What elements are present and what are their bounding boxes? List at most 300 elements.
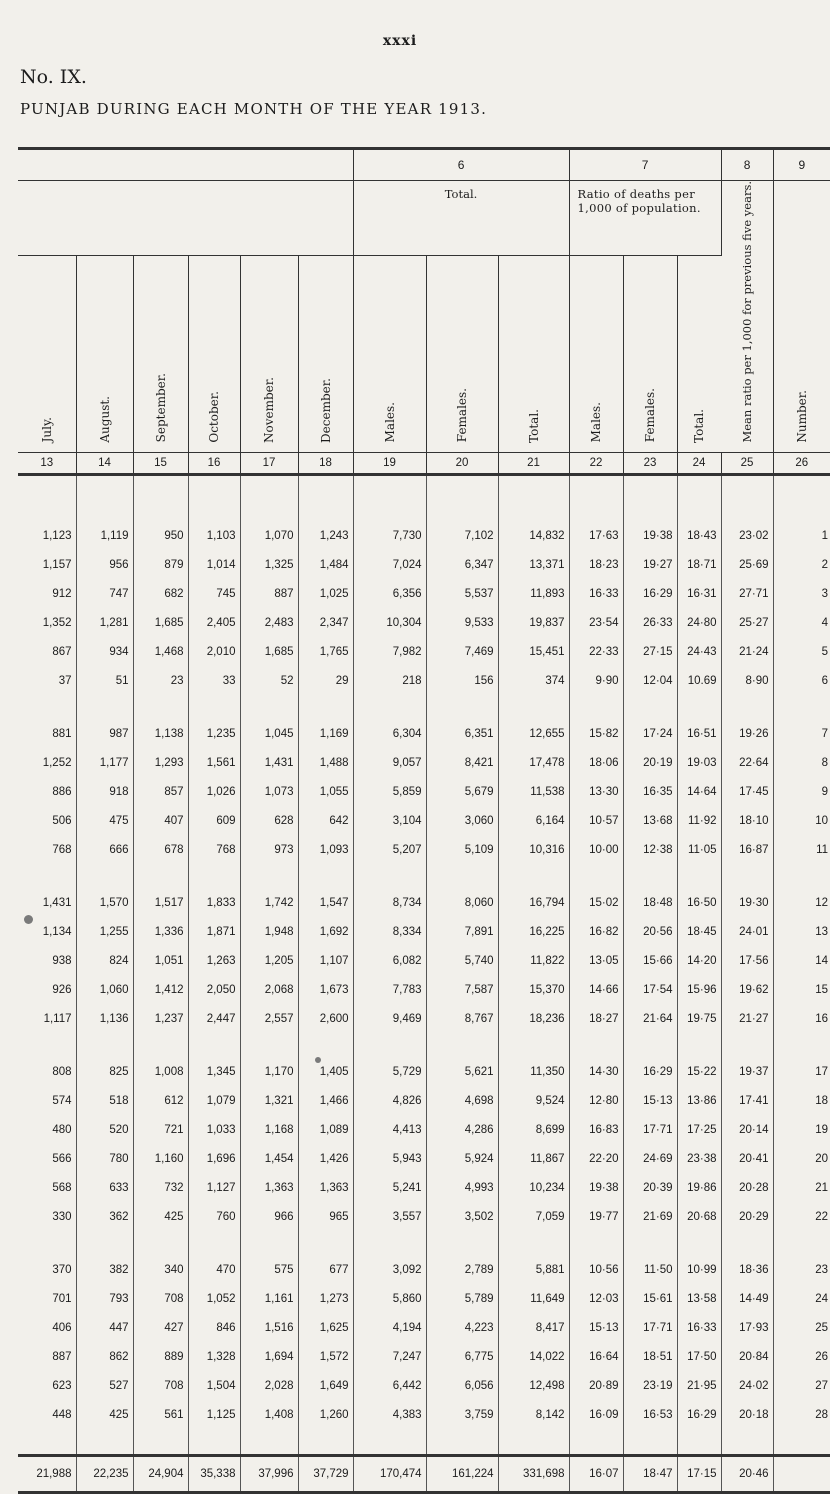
table-cell: 13·58 [677, 1285, 721, 1314]
table-cell: 23·38 [677, 1145, 721, 1174]
mortality-table [18, 147, 830, 1494]
column-header: Females. [426, 256, 498, 452]
table-cell: 10·00 [569, 836, 623, 865]
table-cell: 12·80 [569, 1087, 623, 1116]
table-cell: 11,538 [498, 778, 569, 807]
table-cell: 25·27 [721, 609, 773, 638]
row-number: 3 [821, 588, 829, 601]
group-spacer [18, 696, 830, 720]
table-cell: 938 [18, 947, 76, 976]
table-cell: 330 [18, 1203, 76, 1232]
table-cell: 1,079 [188, 1087, 240, 1116]
table-cell: 406 [18, 1314, 76, 1343]
table-cell: 5,860 [353, 1285, 426, 1314]
row-number: 8 [821, 757, 829, 770]
table-cell: 11·05 [677, 836, 721, 865]
table-cell: 18·36 [721, 1256, 773, 1285]
table-cell: 9,057 [353, 749, 426, 778]
table-cell: 11,867 [498, 1145, 569, 1174]
table-cell: 1,352 [18, 609, 76, 638]
table-row [18, 1005, 830, 1034]
table-cell: 10,304 [353, 609, 426, 638]
table-cell: 8,421 [426, 749, 498, 778]
table-cell: 14·64 [677, 778, 721, 807]
table-cell: 1,089 [298, 1116, 353, 1145]
table-cell: 11·92 [677, 807, 721, 836]
table-cell: 19·37 [721, 1058, 773, 1087]
row-number: 21 [815, 1182, 829, 1195]
table-cell: 23 [133, 667, 188, 696]
table-cell: 16·31 [677, 580, 721, 609]
table-cell: 1,570 [76, 889, 133, 918]
table-cell: 5,859 [353, 778, 426, 807]
table-row [18, 1203, 830, 1232]
column-header: Number. [773, 181, 830, 453]
table-cell: 760 [188, 1203, 240, 1232]
table-cell: 4,383 [353, 1401, 426, 1430]
table-cell: 19·03 [677, 749, 721, 778]
table-cell: 8·90 [721, 667, 773, 696]
table-cell: 1,281 [76, 609, 133, 638]
table-cell: 8,142 [498, 1401, 569, 1430]
table-cell: 1,673 [298, 976, 353, 1005]
table-cell: 1,363 [298, 1174, 353, 1203]
table-cell: 768 [18, 836, 76, 865]
table-cell: 6,347 [426, 551, 498, 580]
table-cell: 1,051 [133, 947, 188, 976]
row-number: 26 [815, 1351, 829, 1364]
table-cell: 12,655 [498, 720, 569, 749]
table-cell: 678 [133, 836, 188, 865]
table-cell: 7,891 [426, 918, 498, 947]
table-cell: 15·82 [569, 720, 623, 749]
table-cell: 887 [18, 1343, 76, 1372]
table-cell: 2,789 [426, 1256, 498, 1285]
table-cell: 1,293 [133, 749, 188, 778]
table-cell: 1,160 [133, 1145, 188, 1174]
table-cell: 9,524 [498, 1087, 569, 1116]
table-row [18, 580, 830, 609]
table-cell: 1,123 [18, 522, 76, 551]
table-row [18, 638, 830, 667]
table-cell: 3,104 [353, 807, 426, 836]
table-cell: 4,413 [353, 1116, 426, 1145]
table-cell: 6,442 [353, 1372, 426, 1401]
row-number: 25 [815, 1322, 829, 1335]
column-number: 14 [76, 452, 133, 474]
table-cell: 1,127 [188, 1174, 240, 1203]
table-cell: 1,136 [76, 1005, 133, 1034]
table-cell: 8,734 [353, 889, 426, 918]
table-cell: 7,024 [353, 551, 426, 580]
table-cell: 1,235 [188, 720, 240, 749]
table-cell: 4,194 [353, 1314, 426, 1343]
table-cell: 1,572 [298, 1343, 353, 1372]
table-cell: 12·38 [623, 836, 677, 865]
table-cell: 15·13 [569, 1314, 623, 1343]
table-cell: 745 [188, 580, 240, 609]
table-row [18, 720, 830, 749]
table-cell: 16·29 [623, 580, 677, 609]
table-cell: 768 [188, 836, 240, 865]
table-cell: 17·93 [721, 1314, 773, 1343]
table-cell: 17·54 [623, 976, 677, 1005]
table-cell: 24·80 [677, 609, 721, 638]
table-row [18, 836, 830, 865]
row-number: 7 [821, 728, 829, 741]
table-cell: 340 [133, 1256, 188, 1285]
table-cell: 642 [298, 807, 353, 836]
group-spacer [18, 498, 830, 522]
table-cell: 1,405 [298, 1058, 353, 1087]
table-cell: 6,304 [353, 720, 426, 749]
table-cell: 8,334 [353, 918, 426, 947]
table-cell: 1,685 [133, 609, 188, 638]
table-cell: 11,893 [498, 580, 569, 609]
column-header: August. [76, 256, 133, 452]
table-cell: 1,008 [133, 1058, 188, 1087]
table-cell: 16·09 [569, 1401, 623, 1430]
row-number: 12 [815, 897, 829, 910]
table-cell: 21·95 [677, 1372, 721, 1401]
total-cell: 21,988 [18, 1455, 76, 1492]
column-header: July. [18, 256, 76, 452]
table-cell: 1,055 [298, 778, 353, 807]
table-cell: 15,370 [498, 976, 569, 1005]
table-cell: 17·71 [623, 1314, 677, 1343]
table-cell: 13·05 [569, 947, 623, 976]
table-cell: 5,679 [426, 778, 498, 807]
table-cell: 425 [133, 1203, 188, 1232]
table-row [18, 749, 830, 778]
table-cell: 18·51 [623, 1343, 677, 1372]
table-cell: 480 [18, 1116, 76, 1145]
table-cell: 824 [76, 947, 133, 976]
table-cell: 362 [76, 1203, 133, 1232]
table-row [18, 1174, 830, 1203]
table-cell: 973 [240, 836, 298, 865]
table-row [18, 1372, 830, 1401]
table-cell: 9,469 [353, 1005, 426, 1034]
table-cell: 3,759 [426, 1401, 498, 1430]
table-cell: 447 [76, 1314, 133, 1343]
table-cell: 15·02 [569, 889, 623, 918]
table-cell: 7,587 [426, 976, 498, 1005]
table-cell: 9·90 [569, 667, 623, 696]
column-number: 21 [498, 452, 569, 474]
row-number: 11 [816, 844, 829, 857]
table-cell: 15,451 [498, 638, 569, 667]
row-number: 1 [821, 530, 829, 543]
table-cell: 1,948 [240, 918, 298, 947]
table-cell: 18·23 [569, 551, 623, 580]
column-header: Males. [353, 256, 426, 452]
table-cell: 1,014 [188, 551, 240, 580]
table-cell: 1,255 [76, 918, 133, 947]
table-cell: 1,431 [240, 749, 298, 778]
column-group-number: 9 [773, 149, 830, 181]
row-number: 2 [821, 559, 829, 572]
table-cell: 633 [76, 1174, 133, 1203]
table-cell: 8,767 [426, 1005, 498, 1034]
table-cell: 2,050 [188, 976, 240, 1005]
table-cell: 16·64 [569, 1343, 623, 1372]
table-cell: 17·71 [623, 1116, 677, 1145]
table-cell: 708 [133, 1285, 188, 1314]
table-cell: 879 [133, 551, 188, 580]
table-cell: 1,871 [188, 918, 240, 947]
column-number: 18 [298, 452, 353, 474]
column-number: 13 [18, 452, 76, 474]
table-cell: 24·43 [677, 638, 721, 667]
table-cell: 18·06 [569, 749, 623, 778]
table-cell: 934 [76, 638, 133, 667]
table-row [18, 1116, 830, 1145]
table-cell: 23·19 [623, 1372, 677, 1401]
table-number: No. IX. [20, 66, 87, 88]
table-cell: 4,286 [426, 1116, 498, 1145]
total-cell: 20·46 [721, 1455, 773, 1492]
table-cell: 10.69 [677, 667, 721, 696]
row-number: 19 [815, 1124, 829, 1137]
table-cell: 5,729 [353, 1058, 426, 1087]
table-cell: 682 [133, 580, 188, 609]
table-cell: 9,533 [426, 609, 498, 638]
table-cell: 561 [133, 1401, 188, 1430]
table-cell: 18·71 [677, 551, 721, 580]
table-cell: 19,837 [498, 609, 569, 638]
table-cell: 1,765 [298, 638, 353, 667]
table-cell: 1,431 [18, 889, 76, 918]
table-cell: 14·30 [569, 1058, 623, 1087]
table-cell: 16·82 [569, 918, 623, 947]
row-number: 4 [821, 617, 829, 630]
table-cell: 17·56 [721, 947, 773, 976]
table-cell: 16·50 [677, 889, 721, 918]
table-cell: 16,225 [498, 918, 569, 947]
table-cell: 14,022 [498, 1343, 569, 1372]
table-cell: 1,205 [240, 947, 298, 976]
table-cell: 1,516 [240, 1314, 298, 1343]
table-cell: 10,234 [498, 1174, 569, 1203]
table-cell: 27·15 [623, 638, 677, 667]
table-cell: 407 [133, 807, 188, 836]
table-cell: 16·53 [623, 1401, 677, 1430]
table-cell: 2,405 [188, 609, 240, 638]
column-number: 26 [773, 452, 830, 474]
table-cell: 22·64 [721, 749, 773, 778]
table-cell: 950 [133, 522, 188, 551]
table-cell: 612 [133, 1087, 188, 1116]
table-cell: 18·48 [623, 889, 677, 918]
table-cell: 518 [76, 1087, 133, 1116]
blank-group-label [18, 181, 353, 256]
table-cell: 1,052 [188, 1285, 240, 1314]
table-cell: 3,502 [426, 1203, 498, 1232]
table-cell: 1,517 [133, 889, 188, 918]
table-cell: 575 [240, 1256, 298, 1285]
row-number: 5 [821, 646, 829, 659]
row-number: 15 [815, 984, 829, 997]
table-cell: 425 [76, 1401, 133, 1430]
table-cell: 16·33 [677, 1314, 721, 1343]
table-cell: 623 [18, 1372, 76, 1401]
table-row [18, 667, 830, 696]
table-cell: 1,252 [18, 749, 76, 778]
table-cell: 3,557 [353, 1203, 426, 1232]
table-cell: 6,351 [426, 720, 498, 749]
column-group-number: 6 [353, 149, 569, 181]
table-cell: 10,316 [498, 836, 569, 865]
group-spacer [18, 1232, 830, 1256]
table-cell: 6,775 [426, 1343, 498, 1372]
column-header: November. [240, 256, 298, 452]
table-cell: 1,157 [18, 551, 76, 580]
table-cell: 1,426 [298, 1145, 353, 1174]
table-cell: 382 [76, 1256, 133, 1285]
ink-blot [315, 1057, 321, 1063]
table-cell: 5,621 [426, 1058, 498, 1087]
table-cell: 23·02 [721, 522, 773, 551]
table-cell: 10·56 [569, 1256, 623, 1285]
table-cell: 6,356 [353, 580, 426, 609]
column-number: 19 [353, 452, 426, 474]
table-cell: 18·27 [569, 1005, 623, 1034]
table-cell: 19·38 [569, 1174, 623, 1203]
table-cell: 4,993 [426, 1174, 498, 1203]
table-cell: 506 [18, 807, 76, 836]
table-cell: 1,468 [133, 638, 188, 667]
table-cell: 11,649 [498, 1285, 569, 1314]
table-cell: 965 [298, 1203, 353, 1232]
table-cell: 1,093 [298, 836, 353, 865]
table-cell: 11,350 [498, 1058, 569, 1087]
table-cell: 370 [18, 1256, 76, 1285]
table-cell: 20·19 [623, 749, 677, 778]
table-cell: 912 [18, 580, 76, 609]
table-cell: 448 [18, 1401, 76, 1430]
table-row [18, 609, 830, 638]
table-cell: 6,082 [353, 947, 426, 976]
table-cell: 1,170 [240, 1058, 298, 1087]
table-cell: 19·75 [677, 1005, 721, 1034]
table-cell: 3,060 [426, 807, 498, 836]
column-header: Males. [569, 256, 623, 452]
table-cell: 17·50 [677, 1343, 721, 1372]
table-row [18, 1145, 830, 1174]
table-cell: 2,600 [298, 1005, 353, 1034]
table-row [18, 976, 830, 1005]
column-number: 25 [721, 452, 773, 474]
table-cell: 2,010 [188, 638, 240, 667]
table-cell: 12,498 [498, 1372, 569, 1401]
table-cell: 22·20 [569, 1145, 623, 1174]
total-cell: 18·47 [623, 1455, 677, 1492]
table-cell: 8,699 [498, 1116, 569, 1145]
table-cell: 987 [76, 720, 133, 749]
table-cell: 881 [18, 720, 76, 749]
row-number: 24 [815, 1293, 829, 1306]
table-cell: 1,070 [240, 522, 298, 551]
table-cell: 886 [18, 778, 76, 807]
row-number: 27 [815, 1380, 829, 1393]
table-cell: 5,241 [353, 1174, 426, 1203]
table-cell: 1,107 [298, 947, 353, 976]
table-row [18, 1058, 830, 1087]
table-heading: PUNJAB DURING EACH MONTH OF THE YEAR 1913. [20, 100, 488, 118]
row-number: 14 [815, 955, 829, 968]
table-cell: 793 [76, 1285, 133, 1314]
table-cell: 1,073 [240, 778, 298, 807]
table-cell: 887 [240, 580, 298, 609]
table-cell: 20·29 [721, 1203, 773, 1232]
table-cell: 1,454 [240, 1145, 298, 1174]
table-cell: 13·86 [677, 1087, 721, 1116]
table-cell: 16,794 [498, 889, 569, 918]
total-cell: 16·07 [569, 1455, 623, 1492]
table-row [18, 918, 830, 947]
table-cell: 609 [188, 807, 240, 836]
totals-row [18, 1455, 830, 1492]
table-cell: 19·77 [569, 1203, 623, 1232]
table-cell: 16·33 [569, 580, 623, 609]
table-cell: 1,328 [188, 1343, 240, 1372]
table-cell: 1,169 [298, 720, 353, 749]
table-cell: 1,117 [18, 1005, 76, 1034]
group-spacer [18, 865, 830, 889]
table-cell: 5,924 [426, 1145, 498, 1174]
table-cell: 808 [18, 1058, 76, 1087]
table-cell: 1,742 [240, 889, 298, 918]
row-number: 16 [815, 1013, 829, 1026]
table-cell: 15·66 [623, 947, 677, 976]
table-cell: 956 [76, 551, 133, 580]
table-cell: 5,740 [426, 947, 498, 976]
table-cell: 1,119 [76, 522, 133, 551]
table-cell: 16·83 [569, 1116, 623, 1145]
table-cell: 20·18 [721, 1401, 773, 1430]
table-row [18, 1343, 830, 1372]
table-cell: 4,698 [426, 1087, 498, 1116]
row-number: 22 [815, 1211, 829, 1224]
table-cell: 18·45 [677, 918, 721, 947]
table-cell: 18,236 [498, 1005, 569, 1034]
table-cell: 1,321 [240, 1087, 298, 1116]
table-cell: 20·89 [569, 1372, 623, 1401]
column-number: 23 [623, 452, 677, 474]
table-cell: 11·50 [623, 1256, 677, 1285]
table-cell: 13,371 [498, 551, 569, 580]
table-row [18, 947, 830, 976]
table-cell: 10·57 [569, 807, 623, 836]
table-cell: 10·99 [677, 1256, 721, 1285]
table-cell: 1,488 [298, 749, 353, 778]
table-cell: 16·87 [721, 836, 773, 865]
table-cell: 374 [498, 667, 569, 696]
table-cell: 20·39 [623, 1174, 677, 1203]
ratio-group-label: Ratio of deaths per 1,000 of population. [569, 181, 721, 256]
table-cell: 37 [18, 667, 76, 696]
table-cell: 470 [188, 1256, 240, 1285]
table-cell: 1,060 [76, 976, 133, 1005]
table-cell: 16·29 [677, 1401, 721, 1430]
table-cell: 3,092 [353, 1256, 426, 1285]
table-cell: 17,478 [498, 749, 569, 778]
table-cell: 666 [76, 836, 133, 865]
table-cell: 20·84 [721, 1343, 773, 1372]
table-cell: 1,345 [188, 1058, 240, 1087]
table-cell: 5,943 [353, 1145, 426, 1174]
